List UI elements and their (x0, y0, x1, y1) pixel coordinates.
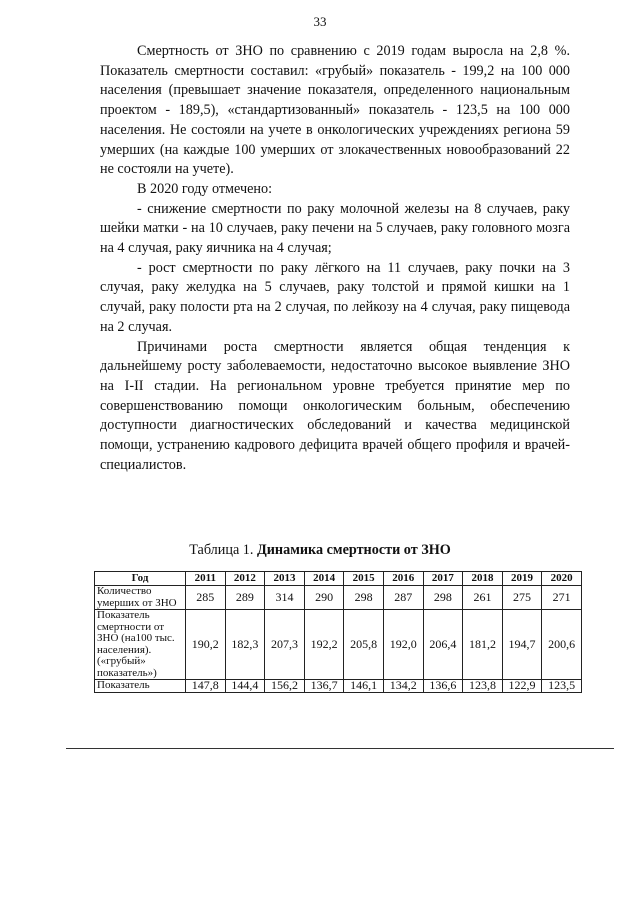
table-caption-title: Динамика смертности от ЗНО (256, 542, 451, 558)
table-cell: 200,6 (542, 610, 582, 680)
table-cell: 146,1 (344, 680, 384, 693)
table-header-year: 2014 (304, 572, 344, 586)
table-header-year: 2016 (383, 572, 423, 586)
table-cell: 136,6 (423, 680, 463, 693)
paragraph-mortality-increase: - рост смертности по раку лёгкого на 11 случаев, раку почки на 3 случая, раку желудка на 5 случаев, раку толстой и прямой кишки на 1 случай, раку полости рта на 2 случая, по лейкозу на 4 случая, раку пищевода на 2 случая. (100, 259, 570, 335)
table-row-crude-rate (95, 610, 582, 680)
table-cell: 123,8 (463, 680, 503, 693)
paragraph-mortality-growth: Смертность от ЗНО по сравнению с 2019 годам выросла на 2,8 %. Показатель смертности составил: «грубый» показатель - 199,2 на 100 000 населения (превышает значение показателя, определенного национальным проектом - 189,5), «стандартизованный» показатель - 123,5 на 100 000 населения. Не состояли на учете в онкологических учреждениях региона 59 умерших (на каждые 100 умерших от злокачественных новообразований 22 не состояли на учете). (100, 43, 570, 178)
table-header-year-label: Год (95, 572, 186, 586)
table-header-year: 2013 (265, 572, 305, 586)
paragraph-causes: Причинами роста смертности является общая тенденция к дальнейшему росту заболеваемости, недостаточно высокое выявление ЗНО на I-II стадии. На региональном уровне требуется принятие мер по совершенствованию помощи онкологическим больным, обеспечению доступности диагностических обследований и качества медицинской помощи, устранению кадрового дефицита врачей общего профиля и врачей-специалистов. (100, 338, 570, 473)
table-cell: 194,7 (502, 610, 542, 680)
table-caption (0, 542, 640, 559)
table-cell: 136,7 (304, 680, 344, 693)
body-text (100, 42, 570, 475)
table-cell: 123,5 (542, 680, 582, 693)
row-label: Показатель смертности от ЗНО (на100 тыс. населения). («грубый» показатель») (95, 610, 186, 680)
table-cell: 285 (186, 586, 226, 610)
table-header-year: 2020 (542, 572, 582, 586)
table-cell: 182,3 (225, 610, 265, 680)
table-header-year: 2018 (463, 572, 503, 586)
mortality-table (94, 571, 582, 693)
table-cell: 147,8 (186, 680, 226, 693)
table-cell: 287 (383, 586, 423, 610)
table-header-year: 2019 (502, 572, 542, 586)
table-caption-prefix: Таблица 1. (189, 542, 257, 558)
table-row-deaths-count (95, 586, 582, 610)
table-cell: 207,3 (265, 610, 305, 680)
paragraph-mortality-decrease: - снижение смертности по раку молочной железы на 8 случаев, раку шейки матки - на 10 случаев, раку печени на 5 случаев, раку головного мозга на 4 случая, раку яичника на 4 случая; (100, 200, 570, 257)
table-header-year: 2017 (423, 572, 463, 586)
table-row-standardized-rate (95, 680, 582, 693)
table-cell: 289 (225, 586, 265, 610)
table-cell: 192,2 (304, 610, 344, 680)
table-cell: 205,8 (344, 610, 384, 680)
table-cell: 275 (502, 586, 542, 610)
table-cell: 206,4 (423, 610, 463, 680)
row-label: Показатель (95, 680, 186, 693)
table-header-year: 2015 (344, 572, 384, 586)
table-header-row (95, 572, 582, 586)
table-header-year: 2012 (225, 572, 265, 586)
paragraph-2020-noted: В 2020 году отмечено: (137, 180, 273, 197)
table-cell: 314 (265, 586, 305, 610)
table-cell: 271 (542, 586, 582, 610)
table-cell: 298 (344, 586, 384, 610)
table-cell: 181,2 (463, 610, 503, 680)
page-bottom-rule (66, 748, 614, 749)
page-number: 33 (313, 14, 327, 29)
table-cell: 156,2 (265, 680, 305, 693)
table-cell: 190,2 (186, 610, 226, 680)
table-cell: 134,2 (383, 680, 423, 693)
table-header-year: 2011 (186, 572, 226, 586)
table-cell: 298 (423, 586, 463, 610)
row-label: Количество умерших от ЗНО (95, 586, 186, 610)
table-cell: 290 (304, 586, 344, 610)
table-cell: 192,0 (383, 610, 423, 680)
table-cell: 122,9 (502, 680, 542, 693)
table-cell: 261 (463, 586, 503, 610)
table-cell: 144,4 (225, 680, 265, 693)
